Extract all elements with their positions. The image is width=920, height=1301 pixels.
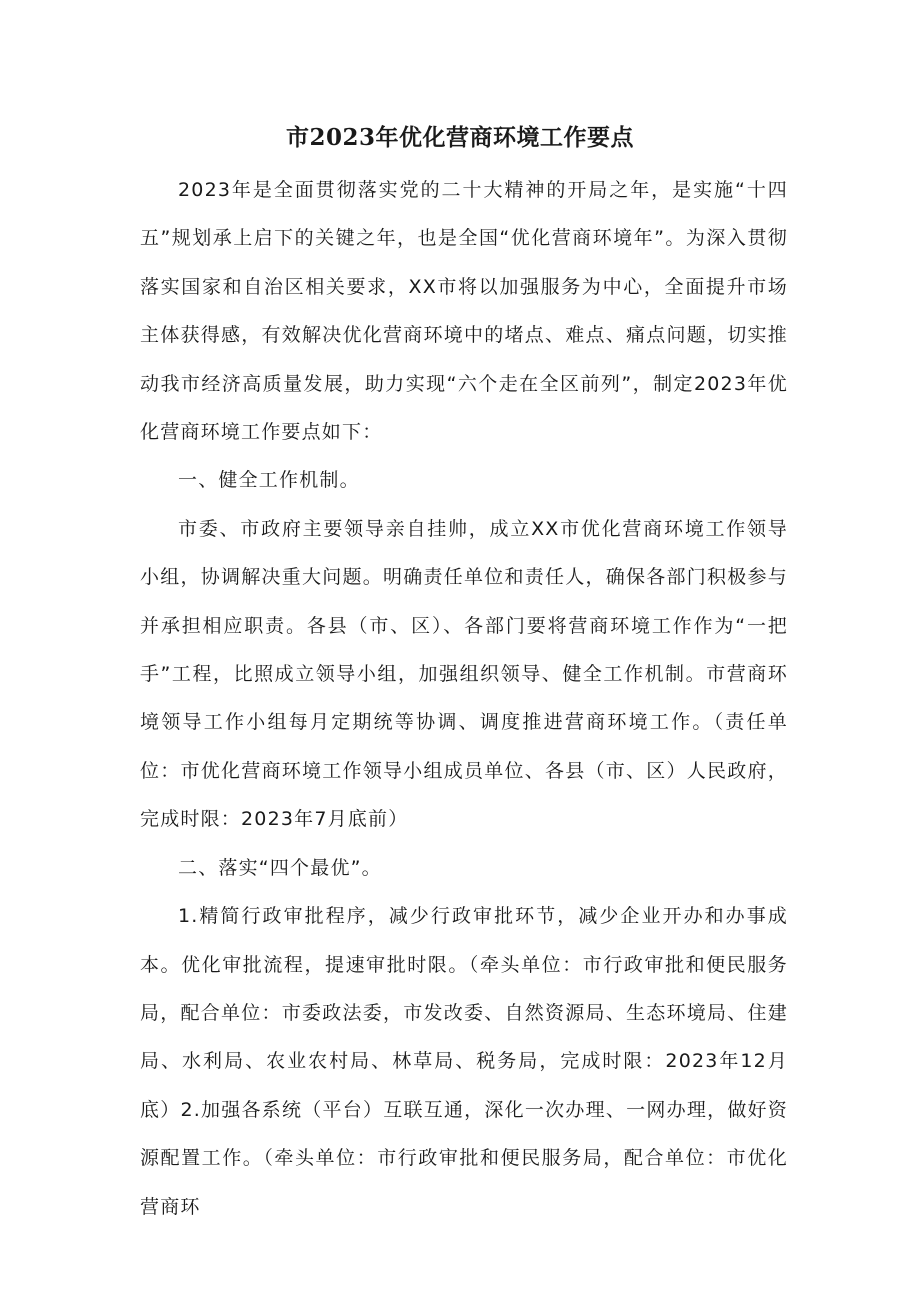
- intro-paragraph: 2023年是全面贯彻落实党的二十大精神的开局之年，是实施“十四五”规划承上启下的关键之年，也是全国“优化营商环境年”。为深入贯彻落实国家和自治区相关要求，XX市将以加强服务为中心，全面提升市场主体获得感，有效解决优化营商环境中的堵点、难点、痛点问题，切实推动我市经济高质量发展，助力实现“六个走在全区前列”，制定2023年优化营商环境工作要点如下：: [140, 179, 788, 444]
- section-2-paragraph: 1.精简行政审批程序，减少行政审批环节，减少企业开办和办事成本。优化审批流程，提速审批时限。（牵头单位：市行政审批和便民服务局，配合单位：市委政法委，市发改委、自然资源局、生态环境局、住建局、水利局、农业农村局、林草局、税务局，完成时限：2023年12月底）2.加强各系统（平台）互联互通，深化一次办理、一网办理，做好资源配置工作。（牵头单位：市行政审批和便民服务局，配合单位：市优化营商环: [140, 905, 788, 1218]
- section-1-paragraph: 市委、市政府主要领导亲自挂帅，成立XX市优化营商环境工作领导小组，协调解决重大问题。明确责任单位和责任人，确保各部门积极参与并承担相应职责。各县（市、区）、各部门要将营商环境工作作为“一把手”工程，比照成立领导小组，加强组织领导、健全工作机制。市营商环境领导工作小组每月定期统等协调、调度推进营商环境工作。（责任单位：市优化营商环境工作领导小组成员单位、各县（市、区）人民政府，完成时限：2023年7月底前）: [140, 517, 788, 831]
- section-heading-2: 二、落实“四个最优”。: [178, 856, 382, 879]
- section-heading-1: 一、健全工作机制。: [178, 469, 360, 492]
- document-title: 市2023年优化营商环境工作要点: [285, 124, 634, 151]
- document-body: [140, 166, 788, 1231]
